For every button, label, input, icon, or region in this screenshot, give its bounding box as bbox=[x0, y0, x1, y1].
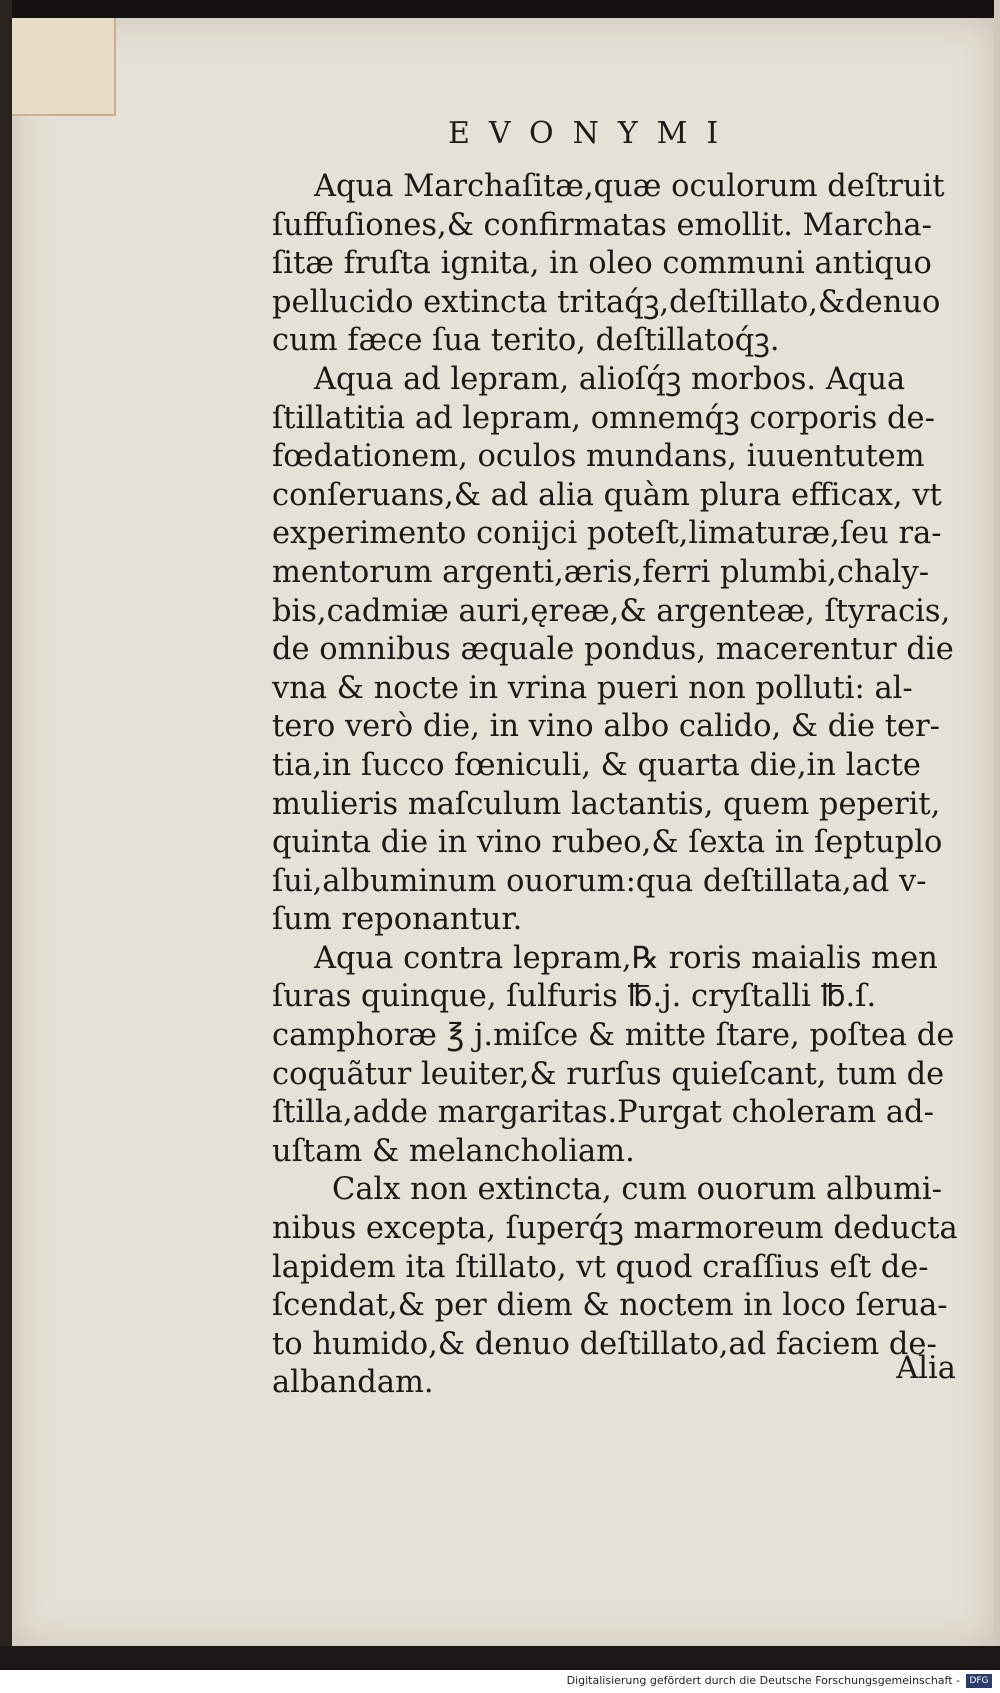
text-line: coquãtur leuiter,& rurſus quieſcant, tum de bbox=[272, 1056, 945, 1092]
page-right-edge bbox=[994, 0, 1000, 1646]
text-line: ſui,albuminum ouorum:qua deſtillata,ad v- bbox=[272, 863, 927, 899]
text-line: experimento conijci poteſt,limaturæ,ſeu ra- bbox=[272, 516, 942, 552]
footer-bar bbox=[0, 1670, 1000, 1693]
text-line: bis,cadmiæ auri,ęreæ,& argenteæ, ſtyracis, bbox=[272, 593, 951, 629]
text-line: fœdationem, oculos mundans, iuuentutem bbox=[272, 439, 925, 475]
text-line: ſtilla,adde margaritas.Purgat choleram ad- bbox=[272, 1095, 934, 1131]
text-line: pellucido extincta tritaq́ꝫ,deſtillato,&denuo bbox=[272, 284, 941, 320]
scan-bottom-border bbox=[0, 1646, 1000, 1670]
dfg-logo: DFG bbox=[966, 1674, 992, 1688]
text-line: ſcendat,& per diem & noctem in loco ſerua- bbox=[272, 1288, 948, 1324]
text-line: to humido,& denuo deſtillato,ad faciem de- bbox=[272, 1326, 937, 1362]
body-text bbox=[272, 168, 962, 1403]
catchword: Alia bbox=[896, 1351, 956, 1387]
text-line: cum fæce ſua terito, deſtillatoq́ꝫ. bbox=[272, 323, 780, 359]
text-line: Aqua contra lepram,℞ roris maialis men bbox=[314, 940, 938, 976]
text-line: ſtillatitia ad lepram, omnemq́ꝫ corporis de- bbox=[272, 400, 935, 436]
text-line: tia,in ſucco fœniculi, & quarta die,in lacte bbox=[272, 747, 921, 783]
text-line: Aqua Marchaſitæ,quæ oculorum deſtruit bbox=[314, 169, 945, 204]
text-line: nibus excepta, ſuperq́ꝫ marmoreum deducta bbox=[272, 1211, 958, 1247]
text-line: de omnibus æquale pondus, macerentur die bbox=[272, 632, 954, 668]
text-line: ſuffuſiones,& confirmatas emollit. Marcha- bbox=[272, 207, 932, 243]
text-line: Calx non extincta, cum ouorum albumi- bbox=[332, 1172, 942, 1208]
scan-left-border bbox=[0, 0, 12, 1646]
folded-corner bbox=[12, 18, 116, 116]
text-line bbox=[272, 1351, 962, 1403]
funding-notice: Digitalisierung gefördert durch die Deutsche Forschungsgemeinschaft - bbox=[566, 1674, 960, 1687]
text-line: ſitæ fruſta ignita, in oleo communi antiquo bbox=[272, 246, 932, 282]
text-line: Aqua ad lepram, alioſq́ꝫ morbos. Aqua bbox=[314, 361, 906, 397]
text-line: mentorum argenti,æris,ferri plumbi,chaly- bbox=[272, 554, 930, 590]
text-line: conſeruans,& ad alia quàm plura efficax, vt bbox=[272, 477, 942, 513]
text-line: ſum reponantur. bbox=[272, 902, 523, 938]
text-line: tero verò die, in vino albo calido, & die ter- bbox=[272, 709, 940, 745]
text-line: camphoræ ℥ j.miſce & mitte ſtare, poſtea de bbox=[272, 1018, 955, 1054]
running-head: EVONYMI bbox=[448, 116, 738, 151]
scan-top-border bbox=[0, 0, 1000, 18]
text-line: vna & nocte in vrina pueri non polluti: al- bbox=[272, 670, 913, 706]
text-line: lapidem ita ſtillato, vt quod craſſius eſt de- bbox=[272, 1249, 929, 1285]
text-line: ſuras quinque, ſulfuris ℔.j. cryſtalli ℔.ſ. bbox=[272, 979, 877, 1015]
text-line: mulieris maſculum lactantis, quem peperit, bbox=[272, 786, 941, 822]
text-line: uſtam & melancholiam. bbox=[272, 1133, 635, 1169]
text-line: quinta die in vino rubeo,& ſexta in ſeptuplo bbox=[272, 825, 943, 861]
text-line-last: albandam. bbox=[272, 1365, 434, 1401]
